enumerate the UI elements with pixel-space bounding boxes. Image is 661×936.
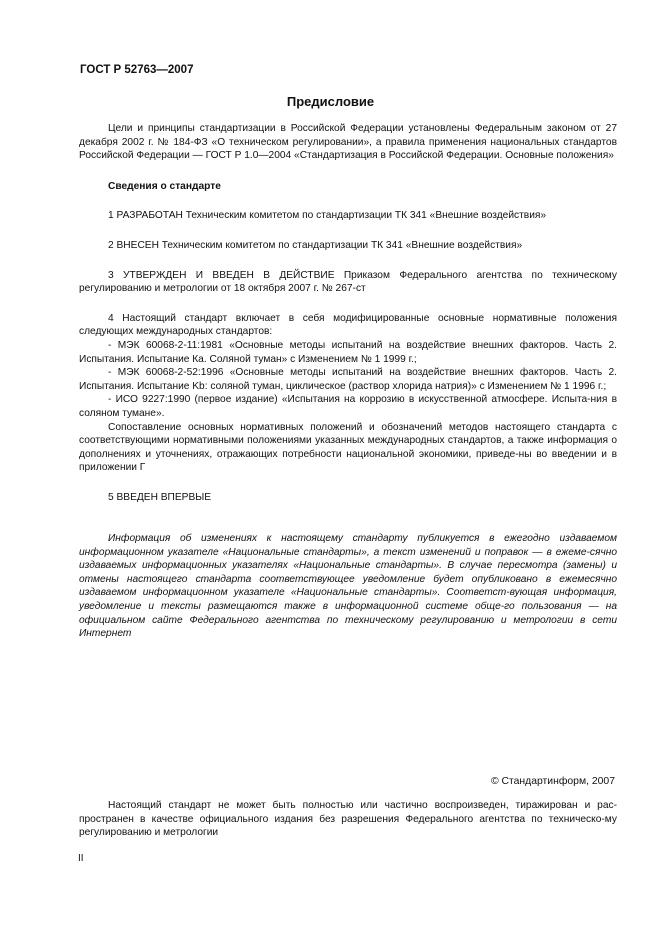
standard-iec-60068-2-52: - МЭК 60068-2-52:1996 «Основные методы испытаний на воздействие внешних факторов. Часть 2. Испытания. Испытание Kb: соляной туман, циклическое (раствор хлорида натрия)» с Изменением № 1 1996 г.; xyxy=(79,367,617,392)
reproduction-notice-text: Настоящий стандарт не может быть полностью или частично воспроизведен, тиражирован и рас-пространен в качестве официального издания без разрешения Федерального агентства по техническо-му регулированию и метрологии xyxy=(79,800,617,839)
copyright: © Стандартинформ, 2007 xyxy=(490,776,615,787)
item-4-comparison: Сопоставление основных нормативных положений и обозначений методов настоящего стандарта с соответствующими нормативными положениями указанных международных стандартов, а также информация о дополнениях и уточнениях, отражающих потребности национальной экономики, приведе-ны во введении и в приложении Г xyxy=(79,421,617,474)
item-4-intro: 4 Настоящий стандарт включает в себя модифицированные основные нормативные положения следующих международных стандартов: xyxy=(79,312,617,338)
item-1: 1 РАЗРАБОТАН Техническим комитетом по стандартизации ТК 341 «Внешние воздействия» xyxy=(108,210,547,222)
page-number: II xyxy=(78,853,84,864)
standard-iec-60068-2-11: - МЭК 60068-2-11:1981 «Основные методы испытаний на воздействие внешних факторов. Часть 2. Испытания. Испытание Ка. Соляной туман» с Изменением № 1 1999 г.; xyxy=(79,339,617,365)
item-2: 2 ВНЕСЕН Техническим комитетом по стандартизации ТК 341 «Внешние воздействия» xyxy=(108,239,523,251)
info-heading: Сведения о стандарте xyxy=(108,180,221,192)
page-title: Предисловие xyxy=(286,94,375,109)
changes-info xyxy=(79,532,617,641)
item-5: 5 ВВЕДЕН ВПЕРВЫЕ xyxy=(108,491,212,503)
document-header: ГОСТ Р 52763—2007 xyxy=(80,64,194,76)
preface-body xyxy=(79,122,617,504)
standard-iso-9227: - ИСО 9227:1990 (первое издание) «Испытания на коррозию в искусственной атмосфере. Испыта-ния в соляном тумане». xyxy=(79,394,617,419)
changes-info-text: Информация об изменениях к настоящему стандарту публикуется в ежегодно издаваемом информационном указателе «Национальные стандарты», а текст изменений и поправок — в ежеме-сячно издаваемых информационных указателях «Национальные стандарты». В случае пересмотра (замены) и отмены настоящего стандарта соответствующее уведомление будет опубликовано в ежемесячно издаваемом информационном указателе «Национальные стандарты». Соответст-вующая информация, уведомление и тексты размещаются также в информационной системе обще-го пользования — на официальном сайте Федерального агентства по техническому регулированию и метрологии в сети Интернет xyxy=(79,533,617,640)
reproduction-notice xyxy=(79,799,617,840)
item-3: 3 УТВЕРЖДЕН И ВВЕДЕН В ДЕЙСТВИЕ Приказом Федерального агентства по техническому регулированию и метрологии от 18 октября 2007 г. № 267-ст xyxy=(79,269,617,295)
intro-paragraph: Цели и принципы стандартизации в Российской Федерации установлены Федеральным законом от 27 декабря 2002 г. № 184-ФЗ «О техническом регулировании», а правила применения национальных стандартов Российской Федерации — ГОСТ Р 1.0—2004 «Стандартизация в Российской Федерации. Основные положения» xyxy=(79,123,617,162)
